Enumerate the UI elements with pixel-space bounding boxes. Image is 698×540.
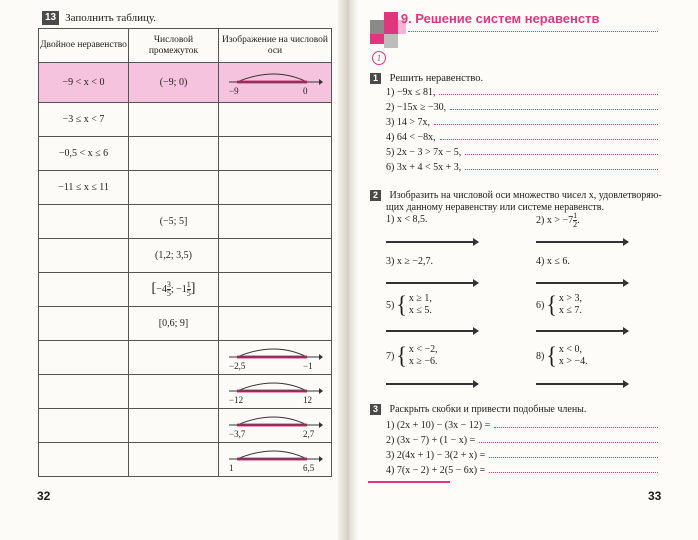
task3-item: [386, 420, 658, 431]
section-underline: [408, 31, 658, 32]
cell-interval: [129, 375, 219, 409]
axis-label-right: −1: [303, 360, 313, 371]
answer-line[interactable]: [465, 162, 658, 170]
task-13-header: [42, 11, 156, 25]
task3-title: Раскрыть скобки и привести подобные члены.: [389, 404, 587, 415]
frac-den: 2: [573, 220, 578, 229]
cell-interval: [129, 273, 219, 307]
task-title: Заполнить таблицу.: [65, 12, 157, 24]
cell-interval: (−9; 0): [129, 63, 219, 103]
number-axis-arrow: [386, 241, 478, 243]
task2-item2: 2) x > −7 $\frac{1}{2}$ .: [536, 211, 580, 229]
task3-item-text: 4) 7(x − 2) + 2(5 − 6x) =: [386, 465, 486, 476]
section-title: § 9. Решение систем неравенств: [390, 11, 600, 26]
axis-label-left: −3,7: [229, 428, 246, 439]
axis-label-right: 0: [303, 85, 308, 96]
cell-inequality: [39, 409, 129, 443]
task1-header: [370, 73, 483, 84]
cell-axis: [219, 63, 332, 103]
arrow-head-icon: [319, 388, 323, 394]
system-line2: x ≤ 7.: [558, 305, 582, 316]
axis-label-right: 2,7: [303, 428, 315, 439]
cell-axis: [219, 307, 332, 341]
number-axis-arrow: [536, 282, 628, 284]
axis-label-left: −12: [229, 394, 244, 405]
table-row: [39, 341, 332, 375]
system-line1: x < −2,: [408, 344, 438, 355]
task2-item2-text: 2) x > −7: [536, 214, 574, 226]
cell-inequality: −11 ≤ x ≤ 11: [39, 171, 129, 205]
system-line2: x ≥ −6.: [408, 356, 438, 367]
bracket-open: [: [151, 280, 157, 296]
table-row: [39, 443, 332, 477]
task1-item: [386, 162, 658, 173]
system-label: 7): [386, 350, 395, 362]
task1-title: Решить неравенство.: [389, 73, 484, 84]
task2-item4: 4) x ≤ 6.: [536, 256, 570, 267]
cell-inequality: −9 < x < 0: [39, 63, 129, 103]
brace-icon: {: [546, 290, 557, 319]
task2-title-line2: щих данному неравенству или системе неравенств.: [386, 202, 604, 213]
cell-interval: [129, 171, 219, 205]
cell-inequality: [39, 375, 129, 409]
axis-label-left: 1: [229, 462, 234, 473]
cell-inequality: [39, 205, 129, 239]
number-line: [227, 445, 323, 475]
cell-axis: [219, 239, 332, 273]
system-line1: x < 0,: [558, 344, 583, 355]
bracket-close: ]: [190, 280, 196, 296]
arrow-head-icon: [319, 422, 323, 428]
task1-item-text: 2) −15x ≥ −30,: [386, 102, 447, 113]
cell-interval: [129, 341, 219, 375]
pink-accent-line: [368, 481, 450, 483]
answer-line[interactable]: [479, 435, 658, 443]
cell-axis: [219, 137, 332, 171]
table-row: [39, 409, 332, 443]
cell-inequality: [39, 443, 129, 477]
cell-axis: [219, 273, 332, 307]
cell-axis: [219, 409, 332, 443]
axis-label-right: 12: [303, 394, 312, 405]
task2-system5: [386, 290, 432, 319]
task2-title-line1: Изобразить на числовой оси множество чисел x, удовлетворяю-: [389, 190, 662, 201]
cell-inequality: [39, 307, 129, 341]
whole-part: −4: [156, 283, 167, 295]
task3-item-text: 3) 2(4x + 1) − 3(2 + x) =: [386, 450, 486, 461]
cell-interval: [129, 103, 219, 137]
axis-label-left: −2,5: [229, 360, 246, 371]
cell-interval: (−5; 5]: [129, 205, 219, 239]
cell-inequality: [39, 239, 129, 273]
axis-label-right: 6,5: [303, 462, 315, 473]
subsection-marker: 1: [372, 51, 386, 65]
task2-item3: 3) x ≥ −2,7.: [386, 256, 433, 267]
answer-line[interactable]: [494, 420, 658, 428]
cell-axis: [219, 205, 332, 239]
cell-interval: [129, 409, 219, 443]
cell-axis: [219, 375, 332, 409]
brace-icon: {: [396, 341, 407, 370]
whole-part: −1: [176, 283, 187, 295]
axis-label-left: −9: [229, 85, 239, 96]
task3-header: [370, 404, 586, 415]
table-row: [39, 205, 332, 239]
task2-item1: 1) x < 8,5.: [386, 214, 428, 225]
task3-number: 3: [370, 404, 381, 415]
table-row: [39, 307, 332, 341]
task2-system6: [536, 290, 583, 319]
fraction: [573, 212, 577, 229]
frac-num: 3: [166, 280, 171, 290]
system-label: 8): [536, 350, 545, 362]
task1-item-text: 1) −9x ≤ 81,: [386, 87, 436, 98]
cell-inequality: −0,5 < x ≤ 6: [39, 137, 129, 171]
task1-item: [386, 87, 658, 98]
system-line1: x > 3,: [558, 293, 583, 304]
arrow-head-icon: [319, 456, 323, 462]
answer-line[interactable]: [434, 117, 658, 125]
col-header-inequality: Двойное неравенство: [39, 29, 129, 63]
number-axis-arrow: [386, 282, 478, 284]
number-axis-arrow: [536, 383, 628, 385]
task2-system7: [386, 341, 438, 370]
frac-num: 1: [573, 211, 578, 220]
number-line: [227, 68, 323, 98]
cell-interval: [129, 443, 219, 477]
cell-axis: [219, 103, 332, 137]
frac-den: 5: [166, 289, 171, 299]
system-label: 6): [536, 299, 545, 311]
table-row: [39, 171, 332, 205]
task-table: [38, 28, 332, 477]
cell-inequality: [39, 273, 129, 307]
cell-interval: [129, 137, 219, 171]
task3-item: [386, 465, 658, 476]
table-row: [39, 103, 332, 137]
task1-item-text: 3) 14 > 7x,: [386, 117, 430, 128]
number-line: [227, 343, 323, 373]
number-line: [227, 377, 323, 407]
cell-axis: [219, 443, 332, 477]
task2-number: 2: [370, 190, 381, 201]
col-header-interval: Числовой промежуток: [129, 29, 219, 63]
cell-interval: [0,6; 9]: [129, 307, 219, 341]
number-axis-arrow: [386, 383, 478, 385]
system-line1: x ≥ 1,: [408, 293, 432, 304]
cell-inequality: −3 ≤ x < 7: [39, 103, 129, 137]
number-axis-arrow: [536, 330, 628, 332]
system-line2: x ≤ 5.: [408, 305, 432, 316]
frac-den: 5: [186, 289, 191, 299]
arrow-head-icon: [319, 354, 323, 360]
answer-line[interactable]: [465, 147, 658, 155]
cell-inequality: [39, 341, 129, 375]
table-row: [39, 63, 332, 103]
answer-line[interactable]: [450, 102, 658, 110]
task1-item-text: 6) 3x + 4 < 5x + 3,: [386, 162, 462, 173]
answer-line[interactable]: [489, 450, 658, 458]
task3-item: [386, 450, 658, 461]
task1-item: [386, 117, 658, 128]
task-number: 13: [42, 11, 59, 25]
table-row: [39, 273, 332, 307]
answer-line[interactable]: [439, 87, 658, 95]
task2-system8: [536, 341, 588, 370]
task1-item: [386, 102, 658, 113]
table-row: [39, 239, 332, 273]
task3-item-text: 1) (2x + 10) − (3x − 12) =: [386, 420, 491, 431]
answer-line[interactable]: [489, 465, 658, 473]
task1-item-text: 4) 64 < −8x,: [386, 132, 436, 143]
task1-item: [386, 132, 658, 143]
system-line2: x > −4.: [558, 356, 588, 367]
table-row: [39, 375, 332, 409]
task1-number: 1: [370, 73, 381, 84]
book-gutter: [338, 0, 358, 540]
page-number-right: 33: [648, 489, 662, 503]
frac-num: 1: [186, 280, 191, 290]
page-number-left: 32: [37, 489, 51, 503]
number-line: [227, 411, 323, 441]
answer-line[interactable]: [440, 132, 658, 140]
brace-icon: {: [546, 341, 557, 370]
number-axis-arrow: [386, 330, 478, 332]
task3-item: [386, 435, 658, 446]
task3-item-text: 2) (3x − 7) + (1 − x) =: [386, 435, 476, 446]
task1-item: [386, 147, 658, 158]
task2-header: [370, 190, 662, 202]
cell-axis: [219, 341, 332, 375]
number-axis-arrow: [536, 241, 628, 243]
cell-interval: (1,2; 3,5): [129, 239, 219, 273]
system-label: 5): [386, 299, 395, 311]
brace-icon: {: [396, 290, 407, 319]
col-header-axis: Изображение на числовой оси: [219, 29, 332, 63]
separator: ;: [170, 283, 177, 295]
cell-axis: [219, 171, 332, 205]
task1-item-text: 5) 2x − 3 > 7x − 5,: [386, 147, 462, 158]
arrow-head-icon: [319, 79, 323, 85]
table-row: [39, 137, 332, 171]
